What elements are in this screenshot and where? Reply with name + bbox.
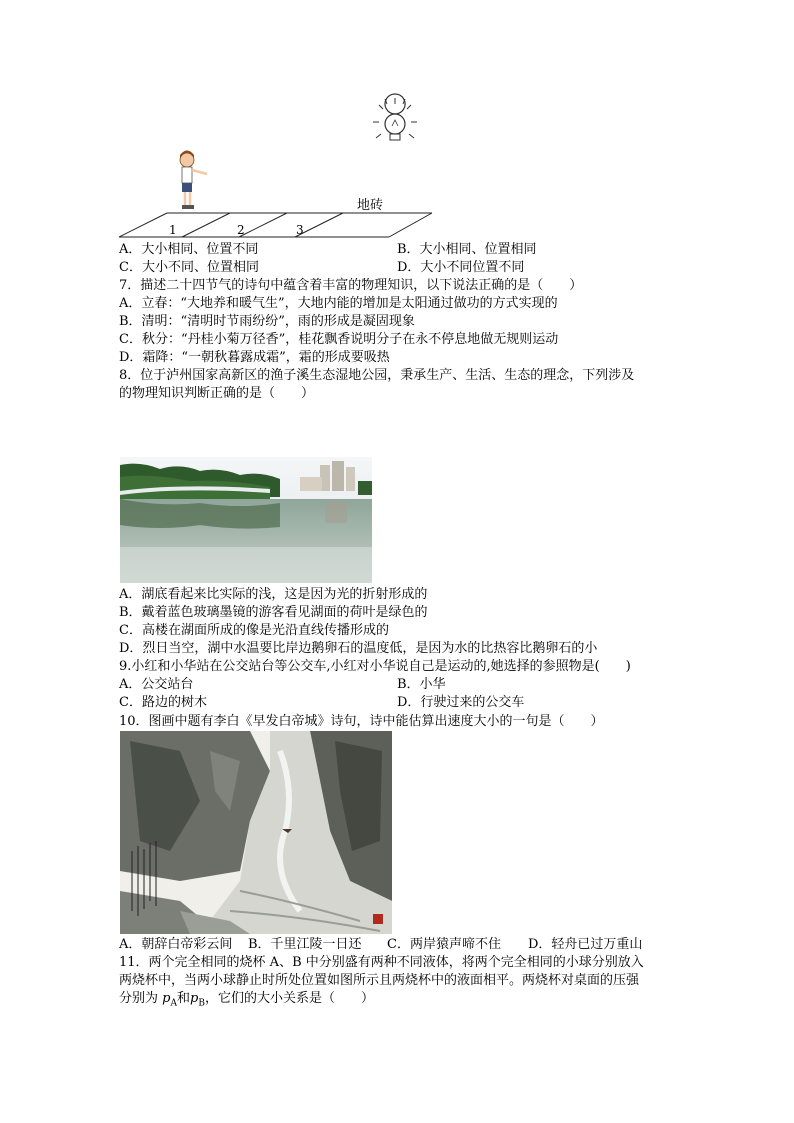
floor-tiles bbox=[119, 213, 432, 237]
floor-label: 地砖 bbox=[357, 198, 384, 213]
q6-option-d[interactable]: D．大小不同位置不同 bbox=[397, 260, 525, 275]
q7-option-a[interactable]: A．立春：“大地养和暖气生”，大地内能的增加是太阳通过做功的方式实现的 bbox=[119, 296, 558, 311]
q8-lake-photo bbox=[120, 457, 372, 583]
q7-option-b[interactable]: B．清明：“清明时节雨纷纷”，雨的形成是凝固现象 bbox=[119, 314, 415, 329]
q8-option-b[interactable]: B．戴着蓝色玻璃墨镜的游客看见湖面的荷叶是绿色的 bbox=[119, 605, 428, 620]
q10-option-c[interactable]: C．两岸猿声啼不住 bbox=[387, 937, 501, 952]
tile-number-3: 3 bbox=[296, 223, 304, 237]
q11-line3-mid: 和 bbox=[176, 991, 190, 1006]
q9-option-a[interactable]: A．公交站台 bbox=[119, 677, 194, 692]
q9-option-c[interactable]: C．路边的树木 bbox=[119, 695, 207, 710]
q10-stem: 10．图画中题有李白《早发白帝城》诗句，诗中能估算出速度大小的一句是（ ） bbox=[119, 714, 604, 729]
q10-painting bbox=[120, 731, 392, 934]
q7-option-c[interactable]: C．秋分：“丹桂小菊万径香”，桂花飘香说明分子在永不停息地做无规则运动 bbox=[119, 332, 559, 347]
q6-option-a[interactable]: A．大小相同、位置不同 bbox=[119, 242, 259, 257]
q10-option-a[interactable]: A．朝辞白帝彩云间 bbox=[119, 937, 233, 952]
q6-figure bbox=[119, 92, 439, 242]
q11-line2: 两烧杯中，当两小球静止时所处位置如图所示且两烧杯中的液面相平。两烧杯对桌面的压强 bbox=[119, 973, 640, 988]
light-bulb-icon bbox=[373, 94, 417, 140]
pressure-subscript-a: A bbox=[170, 998, 177, 1009]
q8-option-d[interactable]: D．烈日当空，湖中水温要比岸边鹅卵石的温度低，是因为水的比热容比鹅卵石的小 bbox=[119, 641, 598, 656]
q11-line3-pre: 分别为 bbox=[119, 991, 163, 1006]
pressure-subscript-b: B bbox=[198, 998, 205, 1009]
q10-option-d[interactable]: D．轻舟已过万重山 bbox=[528, 937, 643, 952]
q7-stem: 7．描述二十四节气的诗句中蕴含着丰富的物理知识，以下说法正确的是（ ） bbox=[119, 278, 583, 293]
q8-option-a[interactable]: A．湖底看起来比实际的浅，这是因为光的折射形成的 bbox=[119, 587, 428, 602]
child-figure bbox=[180, 151, 207, 210]
q10-option-b[interactable]: B．千里江陵一日还 bbox=[248, 937, 362, 952]
q9-option-d[interactable]: D．行驶过来的公交车 bbox=[397, 695, 525, 710]
q8-option-c[interactable]: C．高楼在湖面所成的像是光沿直线传播形成的 bbox=[119, 623, 389, 638]
tile-number-2: 2 bbox=[237, 223, 245, 237]
q11-line1: 11．两个完全相同的烧杯 A、B 中分别盛有两种不同液体，将两个完全相同的小球分别放入 bbox=[119, 955, 644, 970]
q11-line3 bbox=[119, 990, 374, 1013]
q6-option-b[interactable]: B．大小相同、位置相同 bbox=[397, 242, 537, 257]
q8-stem-line2: 的物理知识判断正确的是（ ） bbox=[119, 386, 315, 401]
q8-stem-line1: 8．位于泸州国家高新区的渔子溪生态湿地公园，秉承生产、生活、生态的理念，下列涉及 bbox=[119, 368, 635, 383]
q9-stem: 9.小红和小华站在公交站台等公交车,小红对小华说自己是运动的,她选择的参照物是( ) bbox=[119, 659, 631, 674]
pressure-symbol-a: p bbox=[162, 991, 171, 1006]
q6-option-c[interactable]: C．大小不同、位置相同 bbox=[119, 260, 259, 275]
q9-option-b[interactable]: B．小华 bbox=[397, 677, 446, 692]
q7-option-d[interactable]: D．霜降：“一朝秋暮露成霜”，霜的形成要吸热 bbox=[119, 350, 390, 365]
pressure-symbol-b: p bbox=[189, 991, 199, 1006]
tile-number-1: 1 bbox=[169, 223, 177, 237]
q11-line3-post: ，它们的大小关系是（ ） bbox=[204, 991, 374, 1006]
